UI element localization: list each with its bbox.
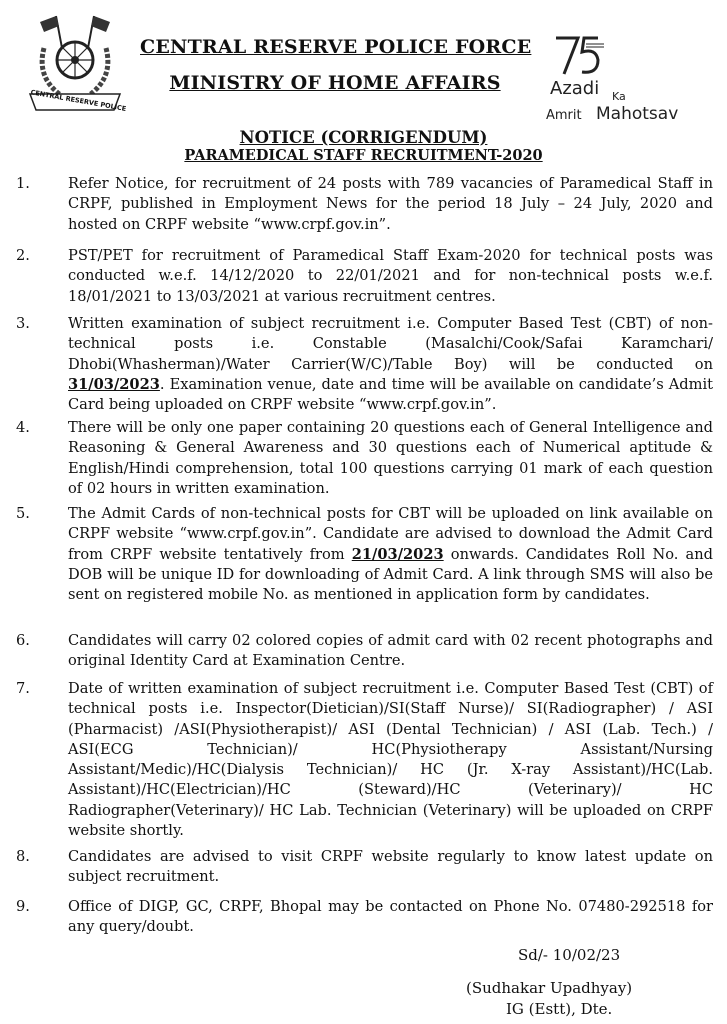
notice-subtitle: PARAMEDICAL STAFF RECRUITMENT-2020 — [184, 147, 543, 164]
paragraph-2: PST/PET for recruitment of Paramedical Staff Exam-2020 for technical posts was conducted w.e.f. 14/12/2020 to 22/01/2021 and for non-technical posts w.e.f. 18/01/2021 to 13/03/2021 at various recruitment centres. — [68, 247, 713, 305]
paragraph-3 — [68, 314, 713, 415]
paragraph-8: Candidates are advised to visit CRPF website regularly to know latest update on subject recruitment. — [68, 848, 713, 886]
paragraph-number: 2. — [16, 247, 30, 264]
ministry-name: MINISTRY OF HOME AFFAIRS — [169, 72, 501, 94]
paragraph-number: 7. — [16, 680, 30, 697]
paragraph-1: Refer Notice, for recruitment of 24 posts with 789 vacancies of Paramedical Staff in CRPF, published in Employment News for the period 18 July – 24 July, 2020 and hosted on CRPF website “www.crpf.gov.in”. — [68, 175, 713, 233]
mahotsav-word: Mahotsav — [596, 104, 679, 124]
admit-card-date-highlight: 21/03/2023 — [351, 545, 444, 563]
paragraph-3-text-end: . Examination venue, date and time will be available on candidate’s Admit Card being uploaded on CRPF website “www.crpf.gov.in”. — [68, 375, 713, 414]
paragraph-9: Office of DIGP, GC, CRPF, Bhopal may be contacted on Phone No. 07480-292518 for any query/doubt. — [68, 898, 713, 936]
paragraph-7: Date of written examination of subject recruitment i.e. Computer Based Test (CBT) of technical posts i.e. Inspector(Dietician)/SI(Staff Nurse)/ SI(Radiographer) / ASI (Pharmacist) /ASI(Physiotherapist)/ ASI (Dental Technician) / ASI (Lab. Tech.) / ASI(ECG Technician)/ HC(Physiotherapy Assistant/Nursing Assistant/Medic)/HC(Dialysis Technician)/ HC (Jr. X-ray Assistant)/HC(Lab. Assistant)/HC(Electrician)/HC (Steward)/HC (Veterinary)/ HC Radiographer(Veterinary)/ HC Lab. Technician (Veterinary) will be uploaded on CRPF website shortly. — [68, 680, 713, 840]
paragraph-number: 5. — [16, 505, 30, 522]
org-name: CENTRAL RESERVE POLICE FORCE — [140, 36, 532, 58]
notice-title: NOTICE (CORRIGENDUM) — [239, 128, 488, 147]
paragraph-5 — [68, 504, 713, 605]
paragraph-number: 1. — [16, 175, 30, 192]
paragraph-number: 4. — [16, 419, 30, 436]
paragraph-number: 6. — [16, 632, 30, 649]
signatory-designation: IG (Estt), Dte. — [506, 1000, 613, 1018]
azadi-75-mark-icon — [552, 34, 612, 78]
emblem-ribbon-text: CENTRAL RESERVE POLICE — [29, 88, 127, 113]
paragraph-number: 9. — [16, 898, 30, 915]
exam-date-highlight: 31/03/2023 — [68, 375, 160, 393]
paragraph-5-text-end: onwards. Candidates Roll No. and DOB will be unique ID for downloading of Admit Card. A link through SMS will also be sent on registered mobile No. as mentioned in application form by candidates. — [68, 545, 713, 604]
signature-date: Sd/- 10/02/23 — [518, 946, 621, 964]
paragraph-5-text: The Admit Cards of non-technical posts for CBT will be uploaded on link available on CRPF website “www.crpf.gov.in”. Candidate are advised to download the Admit Card from CRPF website tentatively from — [68, 505, 713, 563]
azadi-word: Azadi — [550, 78, 600, 99]
azadi-ka-amrit-mahotsav-logo — [540, 34, 700, 124]
organization-header — [140, 34, 530, 96]
paragraph-number: 3. — [16, 315, 30, 332]
paragraph-6: Candidates will carry 02 colored copies of admit card with 02 recent photographs and original Identity Card at Examination Centre. — [68, 632, 713, 670]
signatory-name: (Sudhakar Upadhyay) — [466, 979, 633, 997]
paragraph-4: There will be only one paper containing 20 questions each of General Intelligence and Reasoning & General Awareness and 30 questions each of Numerical aptitude & English/Hindi comprehension, total 100 questions carrying 01 mark of each question of 02 hours in written examination. — [68, 419, 713, 497]
amrit-word: Amrit — [546, 108, 582, 123]
paragraph-3-text: Written examination of subject recruitment i.e. Computer Based Test (CBT) of non-technical posts i.e. Constable (Masalchi/Cook/Safai Karamchari/ Dhobi(Whasherman)/Water Carrier(W/C)/Table Boy) will be conducted on — [68, 315, 713, 373]
ka-word: Ka — [612, 90, 626, 103]
paragraph-number: 8. — [16, 848, 30, 865]
